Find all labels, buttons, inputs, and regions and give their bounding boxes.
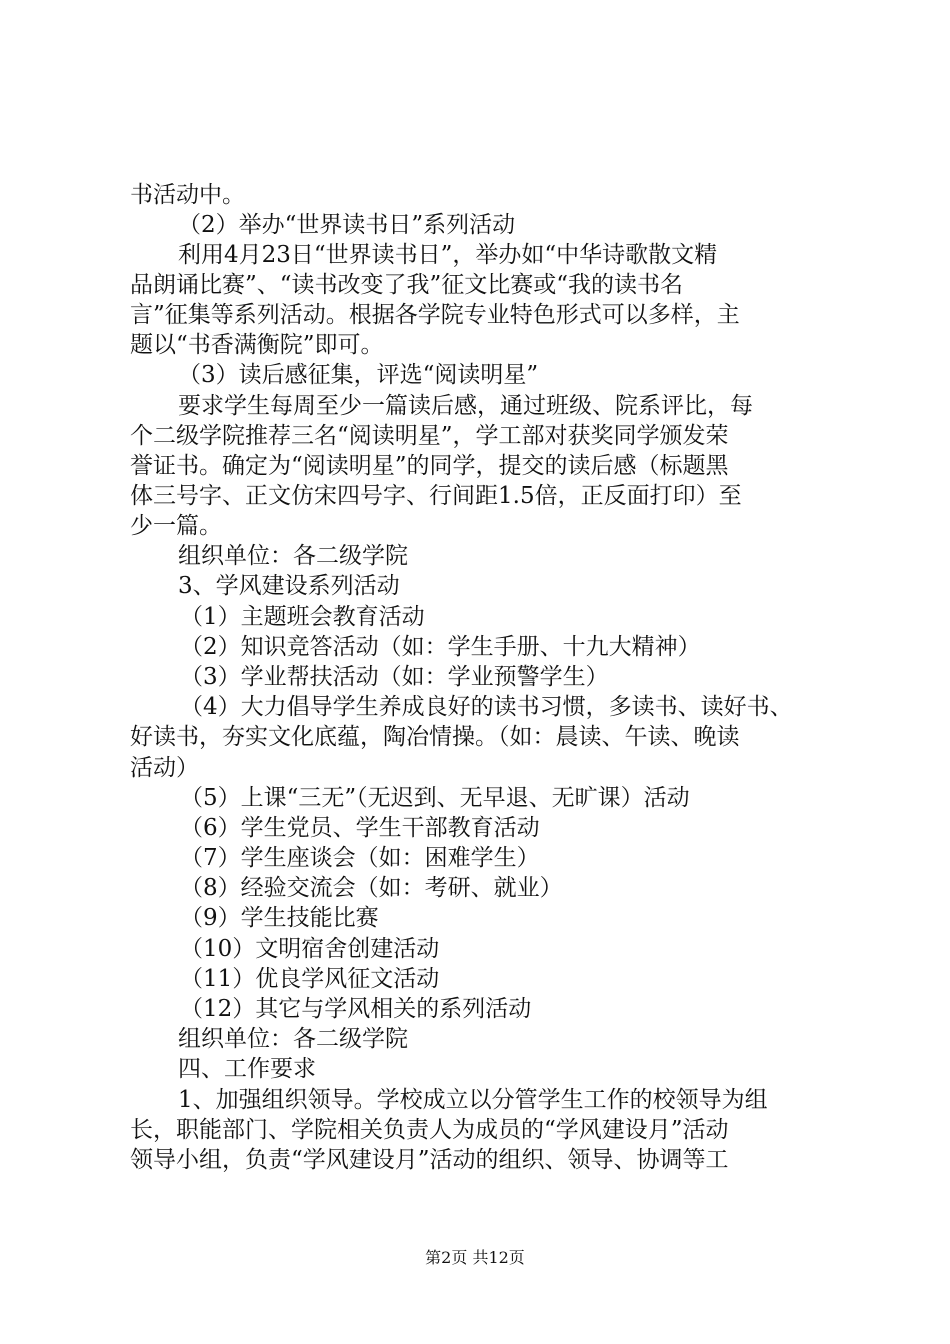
text-line: 品朗诵比赛”、“读书改变了我”征文比赛或“我的读书名 [130, 272, 684, 298]
text-line: 四、工作要求 [178, 1056, 316, 1082]
text-line: 1、加强组织领导。学校成立以分管学生工作的校领导为组 [178, 1087, 768, 1113]
text-line: 组织单位：各二级学院 [178, 1026, 408, 1052]
text-line: （11）优良学风征文活动 [180, 966, 440, 992]
text-line: （9）学生技能比赛 [180, 905, 379, 931]
text-line: （6）学生党员、学生干部教育活动 [180, 815, 540, 841]
text-line: 体三号字、正文仿宋四号字、行间距1.5倍，正反面打印）至 [130, 483, 742, 509]
text-line: （10）文明宿舍创建活动 [180, 936, 440, 962]
text-line: 书活动中。 [130, 182, 245, 208]
text-line: 要求学生每周至少一篇读后感，通过班级、院系评比，每 [178, 393, 753, 419]
text-line: （7）学生座谈会（如：困难学生） [180, 845, 540, 871]
text-line: 长，职能部门、学院相关负责人为成员的“学风建设月”活动 [130, 1117, 729, 1143]
text-line: 个二级学院推荐三名“阅读明星”，学工部对获奖同学颁发荣 [130, 423, 729, 449]
text-line: 组织单位：各二级学院 [178, 543, 408, 569]
text-line: （2）知识竞答活动（如：学生手册、十九大精神） [180, 634, 701, 660]
text-line: （3）学业帮扶活动（如：学业预警学生） [180, 664, 609, 690]
text-line: 题以“书香满衡院”即可。 [130, 332, 384, 358]
text-line: 利用4月23日“世界读书日”，举办如“中华诗歌散文精 [178, 242, 718, 268]
text-line: （4）大力倡导学生养成良好的读书习惯，多读书、读好书、 [180, 694, 793, 720]
text-line: 领导小组，负责“学风建设月”活动的组织、领导、协调等工 [130, 1147, 729, 1173]
text-line: 好读书，夯实文化底蕴，陶冶情操。（如：晨读、午读、晚读 [130, 724, 740, 750]
text-line: （3）读后感征集，评选“阅读明星” [178, 362, 539, 388]
text-line: 活动） [130, 755, 199, 781]
text-line: （8）经验交流会（如：考研、就业） [180, 875, 563, 901]
page-footer: 第2页 共12页 [425, 1248, 525, 1267]
text-line: （5）上课“三无”（无迟到、无早退、无旷课）活动 [180, 785, 690, 811]
text-line: （2）举办“世界读书日”系列活动 [178, 212, 516, 238]
text-line: 3、学风建设系列活动 [178, 573, 400, 599]
text-line: 誉证书。确定为“阅读明星”的同学，提交的读后感（标题黑 [130, 453, 729, 479]
text-line: （12）其它与学风相关的系列活动 [180, 996, 532, 1022]
text-line: 少一篇。 [130, 513, 222, 539]
text-line: （1）主题班会教育活动 [180, 604, 425, 630]
text-line: 言”征集等系列活动。根据各学院专业特色形式可以多样，主 [130, 302, 740, 328]
